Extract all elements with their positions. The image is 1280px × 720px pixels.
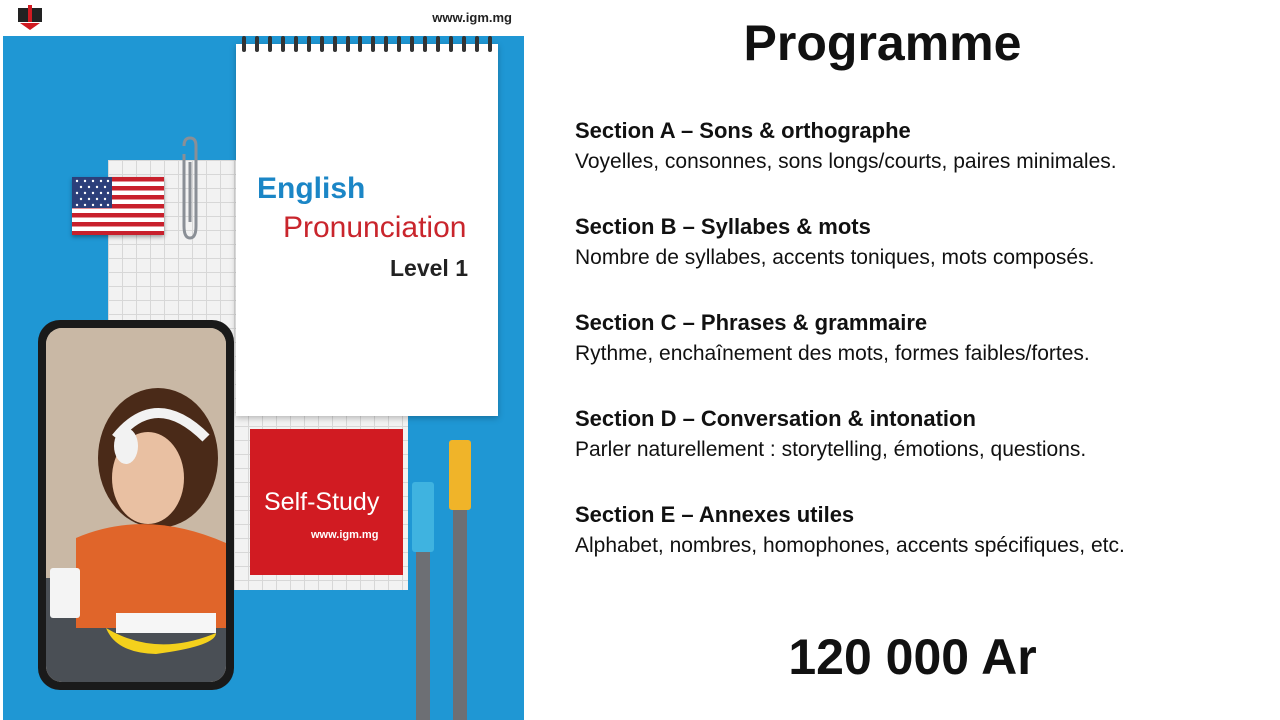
yellow-pen-icon (443, 440, 477, 720)
section-a (575, 117, 1265, 213)
section-heading: Section E – Annexes utiles (575, 502, 855, 527)
cover-title-pronunciation: Pronunciation (283, 211, 467, 244)
cover-top-bar (3, 0, 524, 36)
section-heading: Section A – Sons & orthographe (575, 118, 911, 143)
us-flag-icon (72, 177, 164, 235)
programme-title: Programme (743, 15, 1022, 71)
section-e (575, 501, 1265, 597)
section-c (575, 309, 1265, 405)
section-description: Parler naturellement : storytelling, émotions, questions. (575, 438, 1087, 461)
section-d (575, 405, 1265, 501)
cover-title-level: Level 1 (390, 255, 468, 281)
section-description: Rythme, enchaînement des mots, formes faibles/fortes. (575, 342, 1090, 365)
cover-title-english: English (257, 172, 366, 205)
blue-pen-icon (404, 482, 440, 720)
section-description: Alphabet, nombres, homophones, accents spécifiques, etc. (575, 534, 1125, 557)
badge-url: www.igm.mg (311, 529, 379, 541)
paperclip-icon (177, 134, 203, 244)
notepad-spiral (242, 36, 492, 54)
section-description: Nombre de syllabes, accents toniques, mots composés. (575, 246, 1095, 269)
section-description: Voyelles, consonnes, sons longs/courts, paires minimales. (575, 150, 1117, 173)
phone-screen-photo (46, 328, 226, 682)
price: 120 000 Ar (788, 629, 1037, 685)
section-heading: Section D – Conversation & intonation (575, 406, 976, 431)
section-heading: Section C – Phrases & grammaire (575, 310, 928, 335)
section-b (575, 213, 1265, 309)
programme-sections (575, 117, 1265, 597)
section-heading: Section B – Syllabes & mots (575, 214, 871, 239)
igm-logo-icon (15, 5, 45, 31)
self-study-label: Self-Study (264, 488, 380, 516)
cover-url: www.igm.mg (432, 10, 512, 25)
